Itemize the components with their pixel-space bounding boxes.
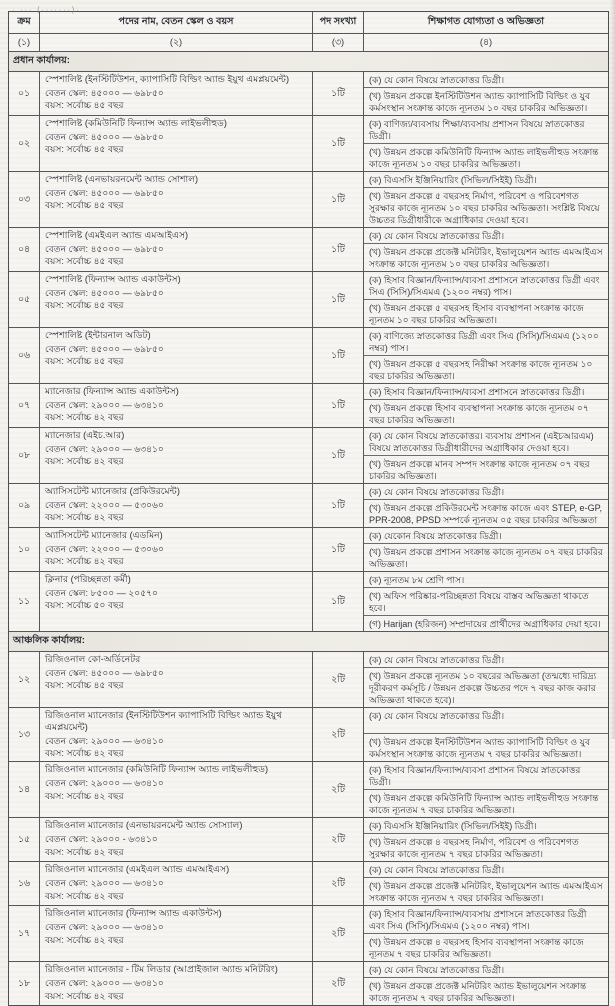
age-limit: বয়স: সর্বোচ্চ ৪৫ বছর	[45, 256, 124, 267]
post-cell	[40, 962, 313, 1005]
post-title: স্পেশালিষ্ট (কমিউনিটি ফিন্যান্স অ্যান্ড লাইভলীহুড)	[45, 118, 227, 128]
serial-cell: ০২	[9, 116, 40, 171]
qualification-cell	[364, 962, 608, 1005]
post-cell	[40, 528, 313, 571]
pay-scale: বেতন স্কেল: ২৯০০০ — ৬৩৪১০	[45, 922, 164, 933]
post-cell	[40, 428, 313, 483]
colnum-4: (৪)	[479, 37, 493, 47]
post-title: রিজিওনাল ম্যানেজার (ইনস্টিটিউশন ক্যাপাসিটি বিল্ডিং অ্যান্ড ইয়ুথ এমপ্লয়মেন্ট)	[45, 710, 283, 732]
age-limit: বয়স: সর্বোচ্চ ৪২ বছর	[45, 790, 124, 801]
qualification-item: (ক) ন্যূনতম ৮ম শ্রেণি পাস।	[369, 574, 465, 585]
section-title: প্রধান কার্যালয়:	[13, 55, 70, 66]
qualification-item: (খ) উন্নয়ন প্রকল্পে প্রজেক্ট মনিটরিং, ইভালুয়েশন অ্যান্ড এমআইএস সংক্রান্ত কাজে ন্যূনতম ১০ বছর চাকরির অভিজ্ঞতা।	[364, 243, 608, 271]
header-serial: ক্রম	[9, 12, 40, 33]
post-title: স্পেশালিষ্ট (এমইএল অ্যান্ড এমআইএস)	[45, 230, 189, 240]
post-cell	[40, 172, 313, 227]
serial-cell: ১৮	[9, 962, 40, 1005]
table-row	[9, 528, 608, 572]
age-limit: বয়স: সর্বোচ্চ ৪২ বছর	[45, 456, 124, 467]
post-cell	[40, 384, 313, 427]
serial-cell: ০৮	[9, 428, 40, 483]
qualification-cell	[364, 484, 608, 527]
table-row	[9, 862, 608, 906]
age-limit: বয়স: সর্বোচ্চ ৪৫ বছর	[45, 200, 124, 211]
age-limit: বয়স: সর্বোচ্চ ৪৫ বছর	[45, 680, 124, 691]
qualification-item: (খ) উন্নয়ন প্রকল্পে প্রশাসন সংক্রান্ত কাজে ন্যূনতম ০৭ বছর চাকরির অভিজ্ঞতা।	[364, 543, 608, 571]
vacancy-count: ১টি	[313, 228, 364, 271]
table-row	[9, 962, 608, 1005]
pay-scale: বেতন স্কেল: ৮৫০০ — ২০৫৭০	[45, 587, 158, 598]
vacancy-count: ১টি	[313, 428, 364, 483]
pay-scale: বেতন স্কেল: ৪৫০০০ — ৬৯৮৫০	[45, 187, 164, 198]
vacancy-count: ১টি	[313, 172, 364, 227]
qualification-cell	[364, 172, 608, 227]
age-limit: বয়স: সর্বোচ্চ ৪২ বছর	[45, 748, 124, 759]
vacancy-count: ১টি	[313, 384, 364, 427]
table-row	[9, 762, 608, 818]
serial-cell: ১২	[9, 652, 40, 707]
qualification-item: (ক) যে কোন বিষয়ে স্নাতকোত্তর ডিগ্রী।	[369, 230, 505, 241]
pay-scale: বেতন স্কেল: ৪৫০০০ — ৬৯৮৫০	[45, 287, 164, 298]
qualification-item: (খ) উন্নয়ন প্রকল্পে কমিউনিটি ফিন্যান্স অ্যান্ড লাইভলীহুড সংক্রান্ত কাজে ন্যূনতম ১০ বছর চাকরির অভিজ্ঞতা।	[364, 143, 608, 171]
section-title: আঞ্চলিক কার্যালয়:	[13, 635, 85, 646]
vacancy-count: ১টি	[313, 116, 364, 171]
age-limit: বয়স: সর্বোচ্চ ৪২ বছর	[45, 846, 124, 857]
pay-scale: বেতন স্কেল: ৪৫০০০ — ৬৯৮৫০	[45, 343, 164, 354]
pay-scale: বেতন স্কেল: ২৯০০০ - ৬৩৪১০	[45, 834, 158, 845]
age-limit: বয়স: সর্বোচ্চ ৪২ বছর	[45, 512, 124, 523]
post-title: রিজিওনাল ম্যানেজার - টিম লিডার (আপ্রাইজাল অ্যান্ড মনিটরিং)	[45, 964, 278, 975]
vacancy-count: ১টি	[313, 328, 364, 383]
qualification-cell	[364, 328, 608, 383]
post-cell	[40, 862, 313, 905]
qualification-item: (খ) উন্নয়ন প্রকল্পে ৫ বছরসহ নির্মাণ, পরিবেশ ও পরিবেশগত সুরক্ষার কাজে ন্যূনতম ১০ বছর চাকরির অভিজ্ঞতা। সংশ্লিষ্ট বিষয়ে উচ্চতর ডিগ্রীধারীকে অগ্রাধিকার দেওয়া হবে।	[364, 187, 608, 227]
qualification-item: (খ) উন্নয়ন প্রকল্পে প্রকিউরমেন্ট সংক্রান্ত কাজে এবং STEP, e-GP, PPR-2008, PPSD সম্পর্কে ন্যূনতম ০৫ বছর চাকরির অভিজ্ঞতা	[364, 499, 608, 527]
post-title: স্পেশালিষ্ট (ইনস্টিটিউশন, ক্যাপাসিটি বিল্ডিং অ্যান্ড ইয়ুথ এমপ্লয়মেন্ট)	[45, 74, 290, 84]
qualification-item: (খ) উন্নয়ন প্রকল্পে প্রজেক্ট মনিটরিং, ইভালুয়েশন অ্যান্ড এমআইএস সংক্রান্ত কাজে ন্যূনতম ৭ বছর চাকরির অভিজ্ঞতা।	[364, 877, 608, 905]
post-cell	[40, 818, 313, 861]
table-row	[9, 818, 608, 862]
post-cell	[40, 652, 313, 707]
post-title: রিজিওনাল ম্যানেজার (এনভায়রনমেন্ট অ্যান্ড সোস্যাল)	[45, 820, 243, 831]
table-row	[9, 72, 608, 116]
header-qualification: শিক্ষাগত যোগ্যতা ও অভিজ্ঞতা	[427, 16, 545, 27]
serial-cell: ০৪	[9, 228, 40, 271]
vacancy-count: ১টি	[313, 528, 364, 571]
pay-scale: বেতন স্কেল: ২৯০০০ — ৬৩৪১০	[45, 978, 164, 989]
post-cell	[40, 72, 313, 115]
table-row	[9, 116, 608, 172]
serial-cell: ০১	[9, 72, 40, 115]
section-header-row	[9, 52, 608, 72]
qualification-cell	[364, 116, 608, 171]
post-title: ম্যানেজার (এইচ.আর)	[45, 430, 125, 440]
vacancy-count: ২টি	[313, 906, 364, 961]
qualification-item: (খ) উন্নয়ন প্রকল্পে ৫ বছরসহ নিরীক্ষা সংক্রান্ত কাজে ন্যূনতম ১০ বছর চাকরির অভিজ্ঞতা।	[364, 355, 608, 383]
pay-scale: বেতন স্কেল: ২৯০০০ — ৬৩৪১০	[45, 399, 164, 410]
post-cell	[40, 328, 313, 383]
qualification-item: (ক) হিসাব বিজ্ঞান/ফিন্যান্স/ব্যবসায় প্রশাসনে স্নাতকোত্তর ডিগ্রী এবং সিএ (সিসি)/সিএমএ (১২০০ নম্বর) পাস।	[369, 908, 587, 931]
qualification-cell	[364, 384, 608, 427]
qualification-item: (ক) যে কোন বিষয়ে স্নাতকোত্তর ডিগ্রী।	[369, 654, 505, 665]
qualification-cell	[364, 528, 608, 571]
table-row	[9, 428, 608, 484]
qualification-item: (ক) বিএসসি ইঞ্জিনিয়ারিং (সিভিল/সিইই) ডিগ্রী।	[369, 174, 537, 185]
post-title: রিজিওনাল ম্যানেজার (ফিন্যান্স অ্যান্ড একাউন্টস)	[45, 908, 222, 919]
qualification-cell	[364, 428, 608, 483]
qualification-item: (গ) Harijan (হরিজন) সম্প্রদায়ের প্রার্থীদের অগ্রাধিকার দেয়া হবে।	[364, 615, 608, 631]
serial-cell: ০৫	[9, 272, 40, 327]
serial-cell: ১৩	[9, 708, 40, 761]
age-limit: বয়স: সর্বোচ্চ ৪৫ বছর	[45, 100, 124, 111]
qualification-item: (খ) উন্নয়ন প্রকল্পে ইনস্টিটিউশন অ্যান্ড ক্যাপাসিটি বিল্ডিং ও যুব কর্মসংস্থান সংক্রান্ত কাজে ন্যূনতম ১০ বছর চাকরির অভিজ্ঞতা।	[364, 87, 608, 115]
vacancy-count: ২টি	[313, 708, 364, 761]
qualification-cell	[364, 572, 608, 631]
serial-cell: ১৭	[9, 906, 40, 961]
qualification-item: (খ) উন্নয়ন প্রকল্পে ৫ বছরসহ হিসাব ব্যবস্থাপনা সংক্রান্ত কাজে ন্যূনতম ১০ বছর চাকরির অভিজ্ঞতা।	[364, 299, 608, 327]
serial-cell: ০৭	[9, 384, 40, 427]
pay-scale: বেতন স্কেল: ৪৫০০০ — ৬৯৮৫০	[45, 131, 164, 142]
qualification-cell	[364, 72, 608, 115]
qualification-item: (খ) উন্নয়ন প্রকল্পে মানব সম্পদ সংক্রান্ত কাজে ন্যূনতম ০৭ বছর চাকরির অভিজ্ঞতা।	[364, 455, 608, 483]
qualification-cell	[364, 906, 608, 961]
vacancy-count: ১টি	[313, 572, 364, 631]
qualification-cell	[364, 762, 608, 817]
pay-scale: বেতন স্কেল: ৪৫০০০ — ৬৯৮৫০	[45, 243, 164, 254]
qualification-cell	[364, 228, 608, 271]
table-row	[9, 328, 608, 384]
pay-scale: বেতন স্কেল: ২৯০০০ — ৬৩৪১০	[45, 443, 164, 454]
table-row	[9, 228, 608, 272]
post-cell	[40, 572, 313, 631]
header-count: পদ সংখ্যা	[313, 12, 364, 33]
post-cell	[40, 762, 313, 817]
qualification-item: (খ) উন্নয়ন প্রকল্পে হিসাব ব্যবস্থাপনা সংক্রান্ত কাজে ন্যূনতম ০৭ বছর চাকরির অভিজ্ঞতা।	[364, 399, 608, 427]
vacancy-count: ২টি	[313, 762, 364, 817]
post-title: অ্যাসিসটেন্ট ম্যানেজার (এডমিন)	[45, 530, 163, 540]
vacancy-count: ২টি	[313, 862, 364, 905]
pay-scale: বেতন স্কেল: ২২০০০ — ৫৩০৬০	[45, 499, 164, 510]
qualification-item: (ক) যে কোন বিষয়ে স্নাতকোত্তর ডিগ্রী।	[369, 74, 505, 85]
post-title: স্পেশালিষ্ট (ইন্টারনাল অডিট)	[45, 330, 151, 340]
pay-scale: বেতন স্কেল: ২২০০০ — ৫৩০৬০	[45, 543, 164, 554]
post-cell	[40, 906, 313, 961]
pay-scale: বেতন স্কেল: ৪৫০০০ — ৬৯৮৫০	[45, 667, 164, 678]
post-cell	[40, 116, 313, 171]
header-post: পদের নাম, বেতন স্কেল ও বয়স	[40, 12, 313, 33]
post-cell	[40, 228, 313, 271]
qualification-item: (ক) বাণিজ্য/ব্যবসায় শিক্ষা/ব্যবসায় প্রশাসন বিষয়ে স্নাতকোত্তর ডিগ্রী।	[369, 118, 585, 141]
colnum-1: (১)	[9, 34, 40, 51]
table-header-row	[9, 12, 608, 34]
qualification-item: (ক) বিএসসি ইঞ্জিনিয়ারিং (সিভিল/সিইই) ডিগ্রী।	[369, 820, 537, 831]
cropped-text-fragment: · ··· (·······)·	[12, 7, 81, 14]
section-header-row	[9, 632, 608, 652]
age-limit: বয়স: সর্বোচ্চ ৪২ বছর	[45, 556, 124, 567]
age-limit: বয়স: সর্বোচ্চ ৪২ বছর	[45, 934, 124, 945]
qualification-item: (খ) অফিস পরিষ্কার-পরিচ্ছন্নতা বিষয়ে বাস্তব অভিজ্ঞতা থাকতে হবে।	[364, 587, 608, 615]
post-title: ক্লিনার (পরিচ্ছন্নতা কর্মী)	[45, 574, 131, 584]
serial-cell: ১৪	[9, 762, 40, 817]
qualification-cell	[364, 272, 608, 327]
age-limit: বয়স: সর্বোচ্চ ৪৫ বছর	[45, 356, 124, 367]
age-limit: বয়স: সর্বোচ্চ ৫০ বছর	[45, 600, 124, 611]
qualification-item: (খ) উন্নয়ন প্রকল্পে কমিউনিটি ফিন্যান্স অ্যান্ড লাইভলীহুড সংক্রান্ত কাজে ন্যূনতম ৭ বছর চাকরির অভিজ্ঞতা।	[364, 789, 608, 817]
qualification-item: (ক) হিসাব বিজ্ঞান/ফিন্যান্স/ব্যবসা প্রশাসনে স্নাতকোত্তর ডিগ্রী এবং সিএ (সিসি)/সিএমএ (১২০০ নম্বর) পাস।	[369, 274, 600, 297]
qualification-item: (ক) যে কোন বিষয়ে স্নাতকোত্তর ডিগ্রী।	[369, 864, 505, 875]
qualification-cell	[364, 862, 608, 905]
qualification-item: (খ) উন্নয়ন প্রকল্পে প্রজেক্ট মনিটরিং অ্যান্ড ইভালুয়েশন সংক্রান্ত কাজে ন্যূনতম ৭ বছর চাকরির অভিজ্ঞতা।	[364, 977, 608, 1005]
qualification-item: (ক) যে কোন বিষয়ে স্নাতকোত্তর ডিগ্রী।	[369, 964, 505, 975]
serial-cell: ০৬	[9, 328, 40, 383]
vacancy-count: ১টি	[313, 484, 364, 527]
serial-cell: ০৩	[9, 172, 40, 227]
colnum-2: (২)	[40, 34, 313, 51]
post-cell	[40, 708, 313, 761]
qualification-cell	[364, 708, 608, 761]
serial-cell: ০৯	[9, 484, 40, 527]
table-row	[9, 172, 608, 228]
serial-cell: ১৫	[9, 818, 40, 861]
qualification-cell	[364, 818, 608, 861]
age-limit: বয়স: সর্বোচ্চ ৪৫ বছর	[45, 144, 124, 155]
table-row	[9, 708, 608, 762]
post-title: স্পেশালিষ্ট (এনভায়রনমেন্ট অ্যান্ড সোশাল)	[45, 174, 199, 184]
pay-scale: বেতন স্কেল: ৪৫০০০ — ৬৯৮৫০	[45, 87, 164, 98]
post-title: ম্যানেজার (ফিন্যান্স অ্যান্ড একাউন্টস)	[45, 386, 179, 396]
table-row	[9, 272, 608, 328]
vacancy-count: ১টি	[313, 272, 364, 327]
qualification-item: (খ) উন্নয়ন প্রকল্পে ন্যূনতম ১০ বছরের অভিজ্ঞতা (তন্মধ্যে দারিদ্র্য দূরীকরণ কর্মসূচি / উন্নয়ন প্রকল্পে উচ্চতর পদে ৭ বছর কাজ করার অভিজ্ঞতা থাকতে হবে)।	[364, 667, 608, 707]
table-row	[9, 484, 608, 528]
vacancy-count: ২টি	[313, 652, 364, 707]
vacancy-count: ২টি	[313, 818, 364, 861]
serial-cell: ১০	[9, 528, 40, 571]
post-title: রিজিওনাল কো-অর্ডিনেটর	[45, 654, 141, 664]
vacancy-count: ১টি	[313, 72, 364, 115]
age-limit: বয়স: সর্বোচ্চ ৪২ বছর	[45, 990, 124, 1001]
post-cell	[40, 272, 313, 327]
serial-cell: ১১	[9, 572, 40, 631]
age-limit: বয়স: সর্বোচ্চ ৪৫ বছর	[45, 300, 124, 311]
qualification-item: (ক) হিসাব বিজ্ঞান/ফিন্যান্স/ব্যবসা প্রশাসনে স্নাতকোত্তর ডিগ্রী।	[369, 386, 585, 397]
table-column-number-row	[9, 34, 608, 52]
qualification-item: (খ) উন্নয়ন প্রকল্পে ৪ বছরসহ নির্মাণ, পরিবেশ ও পরিবেশগত সুরক্ষার কাজে ন্যূনতম ৭ বছর চাকরির অভিজ্ঞতা।	[364, 833, 608, 861]
qualification-item: (ক) যে কোন বিষয়ে স্নাতকোত্তর। ব্যবসায় প্রশাসন (এইচআরএম) বিষয়ে স্নাতকোত্তর ডিগ্রীধারীদের অগ্রাধিকার দেওয়া হবে।	[369, 430, 594, 453]
qualification-item: (খ) উন্নয়ন প্রকল্পে ইনস্টিটিউশন অ্যান্ড ক্যাপাসিটি বিল্ডিং ও যুব কর্মসংস্থান সংক্রান্ত কাজে ন্যূনতম ৭ বছর চাকরির অভিজ্ঞতা।	[364, 733, 608, 761]
colnum-3: (৩)	[313, 34, 364, 51]
pay-scale: বেতন স্কেল: ২৯০০০ — ৬৩৪১০	[45, 878, 164, 889]
vacancy-count: ২টি	[313, 962, 364, 1005]
qualification-item: (ক) বাণিজ্যে স্নাতকোত্তর ডিগ্রী এবং সিএ (সিসি)/সিএমএ (১২০০ নম্বর) পাস।	[369, 330, 599, 353]
qualification-item: (ক) যেকোন বিষয়ে স্নাতকোত্তর ডিগ্রী।	[369, 530, 502, 541]
table-row	[9, 384, 608, 428]
qualification-item: (ক) হিসাব বিজ্ঞান/ফিন্যান্স/ব্যবসা প্রশাসন বিষয়ে স্নাতকোত্তর ডিগ্রী।	[369, 764, 581, 787]
table-row	[9, 572, 608, 632]
pay-scale: বেতন স্কেল: ২৯০০০ — ৬৩৪১০	[45, 778, 164, 789]
qualification-item: (ক) যে কোন বিষয়ে স্নাতকোত্তর ডিগ্রী।	[369, 710, 505, 721]
qualification-item: (ক) যে কোন বিষয়ে স্নাতকোত্তর ডিগ্রী।	[369, 486, 505, 497]
post-title: রিজিওনাল ম্যানেজার (কমিউনিটি ফিন্যান্স অ্যান্ড লাইভলীহুড)	[45, 764, 269, 775]
post-title: অ্যাসিসটেন্ট ম্যানেজার (প্রকিউরমেন্ট)	[45, 486, 180, 496]
post-title: স্পেশালিষ্ট (ফিন্যান্স অ্যান্ড একাউন্টস)	[45, 274, 181, 284]
recruitment-table	[8, 11, 609, 1006]
qualification-item: (খ) উন্নয়ন প্রকল্পে ৪ বছরসহ হিসাব ব্যবস্থাপনা সংক্রান্ত কাজে ন্যূনতম ৭ বছর চাকরির অভিজ্ঞতা।	[364, 933, 608, 961]
pay-scale: বেতন স্কেল: ২৯০০০ — ৬৩৪১০	[45, 735, 164, 746]
post-cell	[40, 484, 313, 527]
serial-cell: ১৬	[9, 862, 40, 905]
age-limit: বয়স: সর্বোচ্চ ৪২ বছর	[45, 412, 124, 423]
qualification-cell	[364, 652, 608, 707]
table-row	[9, 652, 608, 708]
age-limit: বয়স: সর্বোচ্চ ৪২ বছর	[45, 890, 124, 901]
table-row	[9, 906, 608, 962]
post-title: রিজিওনাল ম্যানেজার (এমইএল অ্যান্ড এমআইএস)	[45, 864, 230, 875]
